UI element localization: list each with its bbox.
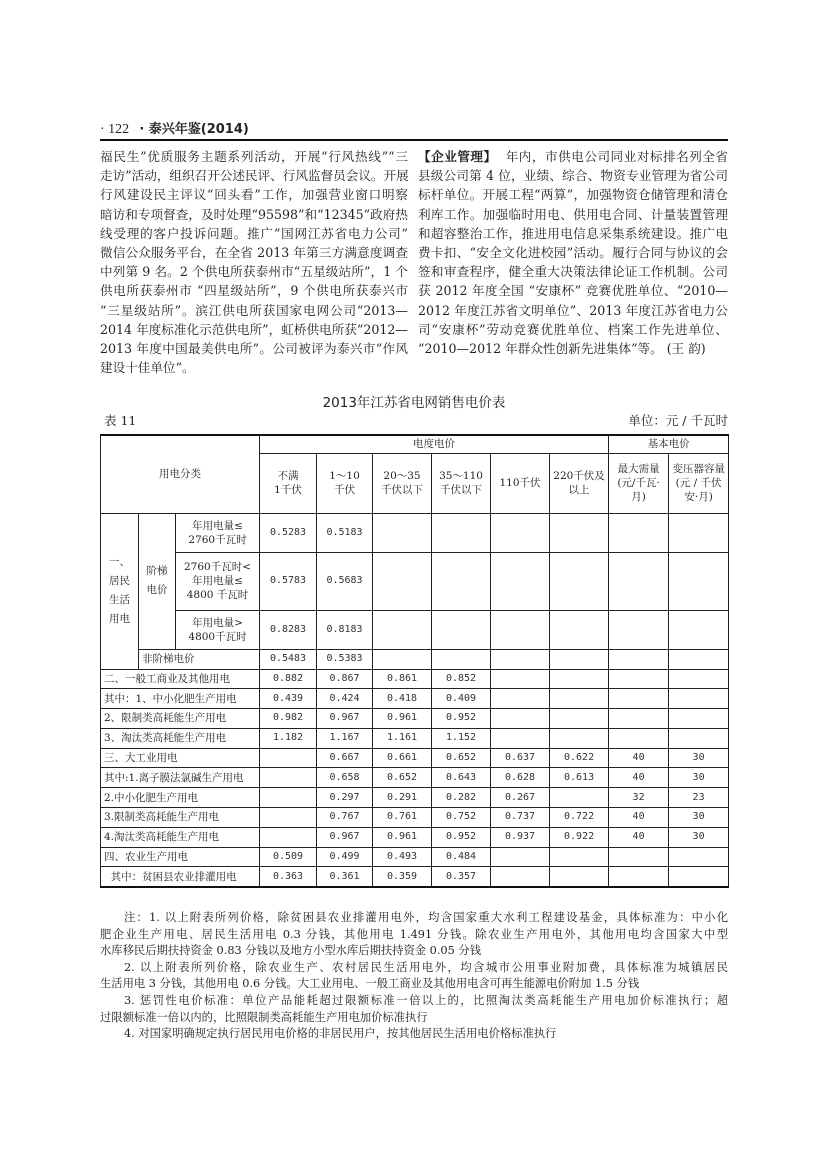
price-cell: 1.167 (317, 728, 373, 748)
tier-label: 年用电量≤ 2760千瓦时 (176, 513, 260, 552)
text-line: 建设十佳单位”。 (100, 360, 195, 376)
price-cell (669, 689, 729, 709)
table-row (101, 827, 729, 847)
price-cell: 0.852 (432, 669, 491, 689)
note-line: 生活用电 3 分钱，其他用电 0.6 分钱。大工业用电、一般工商业及其他用电含可再生能源电价附加 1.5 分钱 (100, 977, 640, 991)
price-cell: 30 (669, 768, 729, 788)
price-cell: 0.613 (550, 768, 609, 788)
price-cell (432, 552, 491, 610)
price-cell (609, 728, 669, 748)
price-cell: 23 (669, 788, 729, 808)
text-line: 行风建设民主评议“回头看”工作，加强营业窗口明察 (100, 187, 408, 203)
left-text-column (100, 147, 408, 377)
price-cell: 0.359 (373, 867, 432, 887)
price-cell: 0.282 (432, 788, 491, 808)
price-cell (550, 649, 609, 669)
note-line: 过限额标准一倍以内的，比照限制类高耗能生产用电加价标准执行 (100, 1010, 428, 1024)
price-cell: 0.493 (373, 847, 432, 867)
category-header: 用电分类 (101, 435, 260, 513)
table-number: 表 11 (104, 413, 137, 428)
column-header: 1～10 千伏 (317, 453, 373, 513)
table-row (101, 847, 729, 867)
price-cell: 0.961 (373, 827, 432, 847)
price-cell: 0.424 (317, 689, 373, 709)
text-run: 年内，市供电公司同业对标排名列全省 (496, 149, 729, 164)
price-cell: 0.922 (550, 827, 609, 847)
table-row (101, 867, 729, 887)
price-cell: 0.357 (432, 867, 491, 887)
column-header: 变压器容量 (元 / 千伏 安·月) (669, 453, 729, 513)
price-cell: 30 (669, 827, 729, 847)
text-line (418, 147, 728, 166)
price-cell (609, 689, 669, 709)
price-cell: 40 (609, 827, 669, 847)
price-cell: 0.409 (432, 689, 491, 709)
price-cell: 0.752 (432, 808, 491, 828)
price-cell (609, 649, 669, 669)
table-row (101, 728, 729, 748)
price-cell (260, 748, 317, 768)
price-cell (669, 867, 729, 887)
price-cell: 0.882 (260, 669, 317, 689)
price-cell: 40 (609, 748, 669, 768)
text-line: 中列第 9 名。2 个供电所获泰州市“五星级站所”，1 个 (100, 264, 408, 280)
price-cell (669, 847, 729, 867)
price-cell (550, 728, 609, 748)
note-line: 注：1. 以上附表所列价格，除贫困县农业排灌用电外，均含国家重大水利工程建设基金，具体标准为：中小化 (124, 911, 728, 924)
running-header (100, 118, 249, 138)
price-cell: 0.622 (550, 748, 609, 768)
price-cell (491, 513, 550, 552)
price-cell (609, 709, 669, 729)
price-cell: 0.484 (432, 847, 491, 867)
price-cell: 0.767 (317, 808, 373, 828)
basic-price-header: 基本电价 (609, 435, 729, 453)
text-line: “三星级站所”。滨江供电所获国家电网公司“2013— (100, 302, 408, 318)
row-label: 其中：1、中小化肥生产用电 (101, 689, 260, 709)
price-cell: 32 (609, 788, 669, 808)
price-cell (550, 847, 609, 867)
row-label: 三、大工业用电 (101, 748, 260, 768)
price-cell: 0.952 (432, 827, 491, 847)
table-row (101, 435, 729, 453)
price-cell (491, 669, 550, 689)
row-label: 其中：贫困县农业排灌用电 (101, 867, 260, 887)
price-cell (550, 709, 609, 729)
price-cell (373, 610, 432, 649)
note-line: 水库移民后期扶持资金 0.83 分钱以及地方小型水库后期扶持资金 0.05 分钱 (100, 944, 481, 958)
price-cell: 0.982 (260, 709, 317, 729)
price-cell: 0.5783 (260, 552, 317, 610)
price-cell: 0.937 (491, 827, 550, 847)
price-cell (669, 669, 729, 689)
price-cell: 0.5383 (317, 649, 373, 669)
price-cell (491, 867, 550, 887)
price-cell (260, 808, 317, 828)
price-cell (609, 513, 669, 552)
text-line: 走访”活动，组织召开公述民评、行风监督员会议。开展 (100, 168, 409, 184)
price-cell (669, 552, 729, 610)
price-cell: 1.161 (373, 728, 432, 748)
text-line: 2012 年度江苏省文明单位”、2013 年度江苏省电力公 (418, 302, 728, 318)
table-row (101, 610, 729, 649)
price-cell (491, 689, 550, 709)
column-header: 220千伏及 以上 (550, 453, 609, 513)
price-cell: 0.499 (317, 847, 373, 867)
price-cell: 0.737 (491, 808, 550, 828)
header-rule (100, 139, 728, 141)
note-line: 肥企业生产用电、居民生活用电 0.3 分钱，其他用电 1.491 分钱。除农业生产用电外，其他用电均含国家大中型 (100, 927, 728, 941)
text-line: 和超容整治工作，推进用电信息采集系统建设。推广电 (418, 225, 728, 241)
non-tiered-label: 非阶梯电价 (139, 649, 260, 669)
price-cell (550, 689, 609, 709)
table-row (101, 649, 729, 669)
row-label: 3.限制类高耗能生产用电 (101, 808, 260, 828)
price-cell: 0.5683 (317, 552, 373, 610)
price-cell: 0.967 (317, 827, 373, 847)
text-line: 县级公司第 4 位，业绩、综合、物资专业管理为省公司 (418, 168, 728, 184)
table-row (101, 689, 729, 709)
price-cell (432, 649, 491, 669)
price-cell: 0.628 (491, 768, 550, 788)
price-cell (491, 728, 550, 748)
price-cell: 0.297 (317, 788, 373, 808)
text-line: 费卡扣、“安全文化进校园”活动。履行合同与协议的会 (418, 244, 728, 260)
table-row (101, 552, 729, 610)
price-cell (550, 867, 609, 887)
price-cell (432, 610, 491, 649)
text-line: “2010—2012 年群众性创新先进集体”等。 (王 韵) (418, 340, 706, 356)
table-row (101, 808, 729, 828)
row-label: 四、农业生产用电 (101, 847, 260, 867)
price-cell: 0.439 (260, 689, 317, 709)
price-cell (432, 513, 491, 552)
residential-label: 一、 居民 生活 用电 (101, 513, 139, 669)
table-row (101, 748, 729, 768)
price-cell: 0.761 (373, 808, 432, 828)
tier-label: 2760千瓦时< 年用电量≤ 4800 千瓦时 (176, 552, 260, 610)
price-cell: 0.418 (373, 689, 432, 709)
column-header: 110千伏 (491, 453, 550, 513)
price-cell (609, 669, 669, 689)
text-line: 福民生”优质服务主题系列活动，开展“行风热线”“三 (100, 149, 408, 164)
price-cell: 0.637 (491, 748, 550, 768)
price-cell: 30 (669, 808, 729, 828)
table-title: 2013年江苏省电网销售电价表 (322, 395, 506, 411)
text-line: 供电所获泰州市 “四星级站所”，9 个供电所获泰兴市 (100, 283, 408, 299)
price-cell: 0.8283 (260, 610, 317, 649)
column-header: 最大需量 (元/千瓦· 月) (609, 453, 669, 513)
row-label: 3、淘汰类高耗能生产用电 (101, 728, 260, 748)
price-cell: 0.722 (550, 808, 609, 828)
price-cell (491, 649, 550, 669)
price-cell: 0.5483 (260, 649, 317, 669)
table-row (101, 709, 729, 729)
price-cell (260, 788, 317, 808)
price-cell (609, 847, 669, 867)
price-cell: 0.509 (260, 847, 317, 867)
price-cell: 0.643 (432, 768, 491, 788)
note-line: 4. 对国家明确规定执行居民用电价格的非居民用户，按其他居民生活用电价格标准执行 (124, 1027, 557, 1041)
electricity-price-table (100, 434, 729, 888)
price-cell: 0.5183 (317, 513, 373, 552)
price-cell: 0.667 (317, 748, 373, 768)
price-cell (373, 552, 432, 610)
page-number: · 122 (100, 122, 130, 137)
text-line: 利库工作。加强临时用电、供用电合同、计量装置管理 (418, 206, 728, 222)
price-cell (669, 728, 729, 748)
price-cell (491, 709, 550, 729)
price-cell (491, 552, 550, 610)
text-line: 签和审查程序，健全重大决策法律论证工作机制。公司 (418, 264, 728, 280)
text-line: 2014 年度标准化示范供电所”，虹桥供电所获“2012— (100, 321, 408, 337)
note-line: 3. 惩罚性电价标准：单位产品能耗超过限额标准一倍以上的，比照淘汰类高耗能生产用电加价标准执行；超 (124, 993, 728, 1007)
price-cell (669, 649, 729, 669)
tier-label: 年用电量> 4800千瓦时 (176, 610, 260, 649)
column-header: 20～35 千伏以下 (373, 453, 432, 513)
price-cell: 30 (669, 748, 729, 768)
price-cell: 0.363 (260, 867, 317, 887)
price-cell (669, 513, 729, 552)
section-heading: 【企业管理】 (418, 149, 497, 164)
price-cell: 0.967 (317, 709, 373, 729)
price-cell (669, 610, 729, 649)
row-label: 4.淘汰类高耗能生产用电 (101, 827, 260, 847)
text-line: 标杆单位。开展工程“两算”，加强物资仓储管理和清仓 (418, 187, 728, 203)
price-cell (669, 709, 729, 729)
price-cell: 0.361 (317, 867, 373, 887)
price-cell (491, 847, 550, 867)
tiered-price-label: 阶梯 电价 (139, 513, 176, 649)
price-cell: 40 (609, 768, 669, 788)
price-cell (373, 649, 432, 669)
price-cell: 0.658 (317, 768, 373, 788)
price-cell (609, 610, 669, 649)
price-cell (550, 513, 609, 552)
book-title: · 泰兴年鉴(2014) (139, 122, 249, 137)
price-cell: 0.652 (432, 748, 491, 768)
price-cell (491, 610, 550, 649)
price-cell (550, 552, 609, 610)
column-header: 35～110 千伏以下 (432, 453, 491, 513)
text-line: 2013 年度中国最美供电所”。公司被评为泰兴市“作风 (100, 340, 408, 356)
price-cell (550, 669, 609, 689)
energy-price-header: 电度电价 (260, 435, 609, 453)
row-label: 2、限制类高耗能生产用电 (101, 709, 260, 729)
price-cell: 0.861 (373, 669, 432, 689)
price-cell (260, 827, 317, 847)
price-cell: 0.267 (491, 788, 550, 808)
text-line: 微信公众服务平台，在全省 2013 年第三方满意度调查 (100, 244, 408, 260)
row-label: 其中:1.离子膜法氯碱生产用电 (101, 768, 260, 788)
table-row (101, 768, 729, 788)
price-cell: 0.661 (373, 748, 432, 768)
price-cell: 40 (609, 808, 669, 828)
price-cell (373, 513, 432, 552)
price-cell (609, 552, 669, 610)
row-label: 二、一般工商业及其他用电 (101, 669, 260, 689)
price-cell: 1.152 (432, 728, 491, 748)
price-cell (550, 788, 609, 808)
right-text-column (418, 147, 728, 358)
price-cell (550, 610, 609, 649)
price-cell (260, 768, 317, 788)
note-line: 2. 以上附表所列价格，除农业生产、农村居民生活用电外，均含城市公用事业附加费，具体标准为城镇居民 (124, 960, 728, 974)
column-header: 不满 1千伏 (260, 453, 317, 513)
price-cell: 0.961 (373, 709, 432, 729)
price-cell (609, 867, 669, 887)
text-line: 暗访和专项督查，及时处理“95598”和“12345”政府热 (100, 206, 408, 222)
table-unit: 单位：元 / 千瓦时 (628, 413, 728, 428)
table-notes (100, 910, 728, 1043)
table-row (101, 669, 729, 689)
price-cell: 0.952 (432, 709, 491, 729)
price-cell: 0.8183 (317, 610, 373, 649)
text-line: 司“安康杯”劳动竞赛优胜单位、档案工作先进单位、 (418, 321, 728, 337)
table-row (101, 788, 729, 808)
price-cell: 0.5283 (260, 513, 317, 552)
price-cell: 0.291 (373, 788, 432, 808)
row-label: 2.中小化肥生产用电 (101, 788, 260, 808)
price-cell: 0.652 (373, 768, 432, 788)
price-cell: 0.867 (317, 669, 373, 689)
text-line: 线受理的客户投诉问题。推广“国网江苏省电力公司” (100, 225, 408, 241)
price-cell: 1.182 (260, 728, 317, 748)
table-row (101, 513, 729, 552)
text-line: 获 2012 年度全国 “安康杯” 竞赛优胜单位、“2010— (418, 283, 728, 299)
